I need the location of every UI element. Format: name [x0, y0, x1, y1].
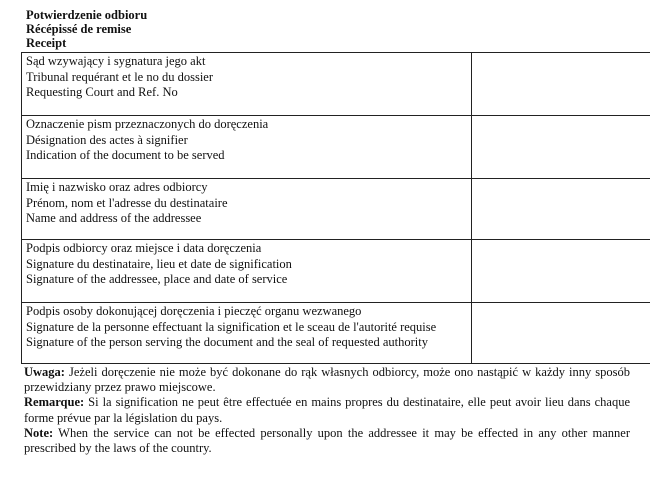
documents-to-serve-field[interactable]	[472, 116, 650, 179]
note-english-text: When the service can not be effected personally upon the addressee it may be effected in any other manner prescribed by the laws of the country.	[24, 425, 630, 456]
note-french	[24, 395, 630, 425]
note-french-text: Si la signification ne peut être effectuée en mains propres du destinataire, elle peut avoir lieu dans chaque forme prévue par la législation du pays.	[24, 395, 630, 425]
label-french: Prénom, nom et l'adresse du destinataire	[26, 195, 228, 210]
row-addressee-signature	[22, 240, 650, 303]
label-french: Tribunal requérant et le no du dossier	[26, 69, 213, 84]
title-french: Récépissé de remise	[26, 22, 132, 36]
label-english: Requesting Court and Ref. No	[26, 85, 178, 99]
note-polish-label: Uwaga:	[24, 365, 65, 379]
server-signature-field[interactable]	[472, 303, 650, 364]
label-french: Signature de la personne effectuant la signification et le sceau de l'autorité requise	[26, 319, 437, 334]
notes-section	[24, 365, 630, 456]
title-polish: Potwierdzenie odbioru	[26, 8, 148, 22]
row-addressee	[22, 179, 650, 240]
note-polish-text: Jeżeli doręczenie nie może być dokonane do rąk własnych odbiorcy, może ono nastąpić w każdy inny sposób przewidziany przez prawo miejscowe.	[24, 365, 630, 395]
note-french-label: Remarque:	[24, 395, 85, 410]
row-label-cell	[22, 179, 472, 240]
receipt-table	[21, 52, 650, 364]
label-polish: Podpis odbiorcy oraz miejsce i data doręczenia	[26, 241, 262, 255]
addressee-field[interactable]	[472, 179, 650, 240]
note-english-label: Note:	[24, 425, 54, 440]
note-polish	[24, 365, 630, 395]
label-french: Signature du destinataire, lieu et date de signification	[26, 256, 292, 271]
addressee-signature-field[interactable]	[472, 240, 650, 303]
label-polish: Sąd wzywający i sygnatura jego akt	[26, 54, 206, 68]
row-requesting-court	[22, 53, 650, 116]
row-label-cell	[22, 303, 472, 364]
row-documents-to-serve	[22, 116, 650, 179]
requesting-court-field[interactable]	[472, 53, 650, 116]
row-server-signature	[22, 303, 650, 364]
note-english	[24, 426, 630, 456]
label-french: Désignation des actes à signifier	[26, 132, 188, 147]
row-label-cell	[22, 53, 472, 116]
label-english: Name and address of the addressee	[26, 211, 202, 225]
label-english: Signature of the person serving the document and the seal of requested authority	[26, 335, 428, 349]
label-polish: Oznaczenie pism przeznaczonych do doręczenia	[26, 117, 269, 131]
label-english: Signature of the addressee, place and date of service	[26, 272, 288, 286]
label-polish: Imię i nazwisko oraz adres odbiorcy	[26, 180, 208, 194]
form-title	[26, 8, 147, 50]
row-label-cell	[22, 240, 472, 303]
row-label-cell	[22, 116, 472, 179]
title-english: Receipt	[26, 36, 67, 50]
label-polish: Podpis osoby dokonującej doręczenia i pieczęć organu wezwanego	[26, 304, 362, 318]
label-english: Indication of the document to be served	[26, 148, 225, 162]
